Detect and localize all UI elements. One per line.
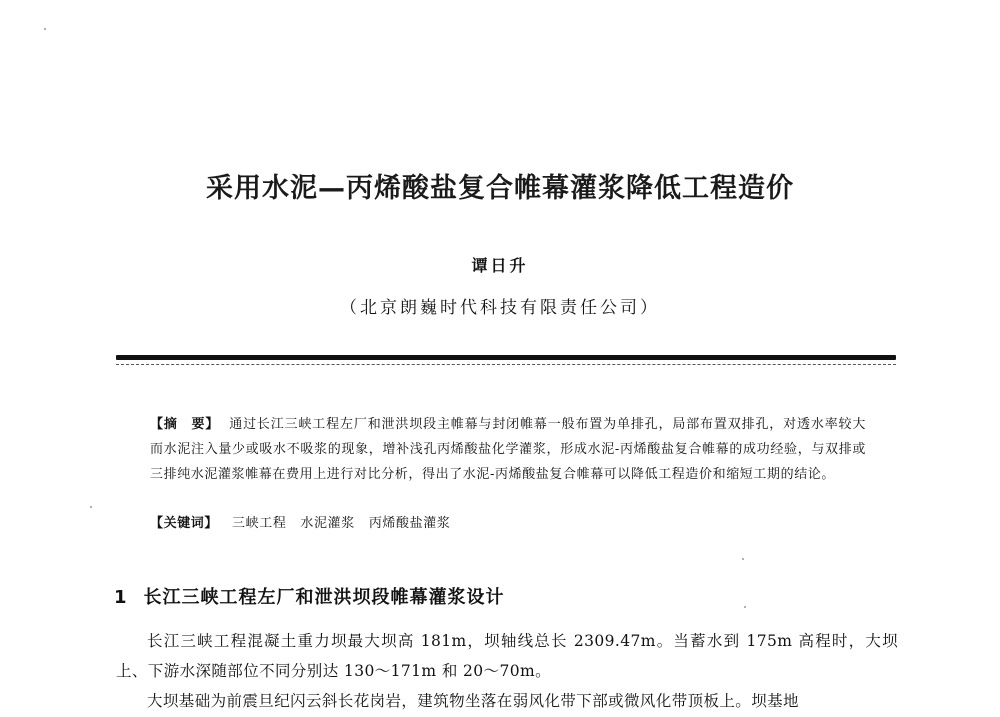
abstract-text: 通过长江三峡工程左厂和泄洪坝段主帷幕与封闭帷幕一般布置为单排孔，局部布置双排孔，对透水率较大而水泥注入量少或吸水不吸浆的现象，增补浅孔丙烯酸盐化学灌浆，形成水泥-丙烯酸盐复合帷幕的成功经验，与双排或三排纯水泥灌浆帷幕在费用上进行对比分析，得出了水泥-丙烯酸盐复合帷幕可以降低工程造价和缩短工期的结论。	[150, 417, 866, 482]
section-number: 1	[114, 587, 128, 608]
keywords-label: 【关键词】	[150, 516, 219, 531]
scan-speck	[90, 506, 92, 508]
author-name: 谭日升	[471, 256, 529, 275]
section-heading	[114, 583, 505, 609]
header-rule-thick	[116, 355, 896, 360]
keyword-item: 水泥灌浆	[300, 516, 355, 531]
keyword-item: 三峡工程	[232, 516, 287, 531]
section-body	[116, 626, 898, 716]
keyword-item: 丙烯酸盐灌浆	[368, 516, 451, 531]
section-title: 长江三峡工程左厂和泄洪坝段帷幕灌浆设计	[143, 587, 505, 608]
body-paragraph: 长江三峡工程混凝土重力坝最大坝高 181m，坝轴线总长 2309.47m。当蓄水到 175m 高程时，大坝上、下游水深随部位不同分别达 130～171m 和 20～70m。	[116, 632, 898, 680]
scan-speck	[744, 606, 746, 608]
keywords-block	[150, 513, 866, 535]
header-rule-thin	[116, 364, 896, 365]
abstract-label: 【摘 要】	[150, 417, 220, 432]
body-paragraph: 大坝基础为前震旦纪闪云斜长花岗岩，建筑物坐落在弱风化带下部或微风化带顶板上。坝基地	[147, 692, 799, 710]
author-affiliation: （北京朗巍时代科技有限责任公司）	[340, 298, 660, 318]
scan-speck	[742, 558, 744, 560]
abstract-block	[150, 412, 866, 487]
scan-speck	[44, 28, 46, 30]
paper-title: 采用水泥—丙烯酸盐复合帷幕灌浆降低工程造价	[206, 173, 794, 204]
